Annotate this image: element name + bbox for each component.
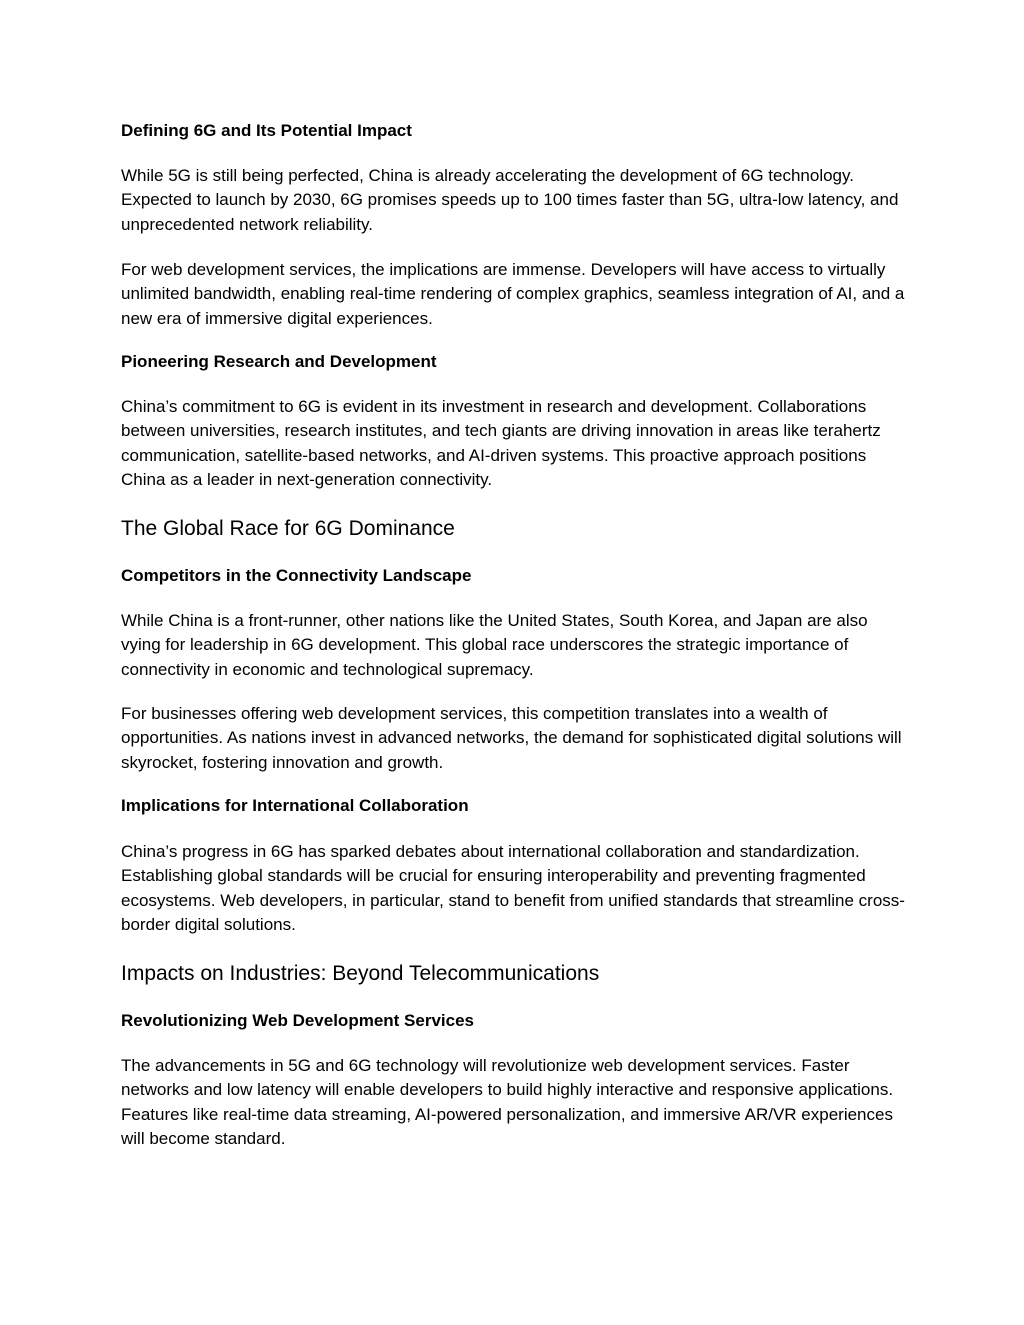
- subheading-international-collaboration: Implications for International Collaboration: [121, 796, 469, 815]
- paragraph: While China is a front-runner, other nations like the United States, South Korea, and Japan are also vying for leadership in 6G development. This global race underscores the strategic importance of connectivity in economic and technological supremacy.: [121, 611, 868, 679]
- paragraph: For businesses offering web development services, this competition translates into a wealth of opportunities. As nations invest in advanced networks, the demand for sophisticated digital solutions will skyrocket, fostering innovation and growth.: [121, 704, 902, 772]
- subheading-defining-6g: Defining 6G and Its Potential Impact: [121, 121, 412, 140]
- paragraph: While 5G is still being perfected, China is already accelerating the development of 6G technology. Expected to launch by 2030, 6G promises speeds up to 100 times faster than 5G, ultra-low latency, and unprecedented network reliability.: [121, 166, 899, 234]
- heading-global-race: The Global Race for 6G Dominance: [121, 517, 455, 540]
- paragraph: China’s progress in 6G has sparked debates about international collaboration and standardization. Establishing global standards will be crucial for ensuring interoperability and preventing fragmented ecosystems. Web developers, in particular, stand to benefit from unified standards that streamline cross-border digital solutions.: [121, 842, 905, 934]
- subheading-pioneering-research: Pioneering Research and Development: [121, 352, 437, 371]
- subheading-competitors: Competitors in the Connectivity Landscape: [121, 566, 472, 585]
- paragraph: The advancements in 5G and 6G technology will revolutionize web development services. Faster networks and low latency will enable developers to build highly interactive and responsive applications. Features like real-time data streaming, AI-powered personalization, and immersive AR/VR experiences will become standard.: [121, 1056, 894, 1148]
- paragraph: China’s commitment to 6G is evident in its investment in research and development. Collaborations between universities, research institutes, and tech giants are driving innovation in areas like terahertz communication, satellite-based networks, and AI-driven systems. This proactive approach positions China as a leader in next-generation connectivity.: [121, 397, 881, 489]
- paragraph: For web development services, the implications are immense. Developers will have access to virtually unlimited bandwidth, enabling real-time rendering of complex graphics, seamless integration of AI, and a new era of immersive digital experiences.: [121, 260, 905, 328]
- subheading-revolutionizing-web-dev: Revolutionizing Web Development Services: [121, 1011, 474, 1030]
- heading-impacts-on-industries: Impacts on Industries: Beyond Telecommunications: [121, 962, 600, 985]
